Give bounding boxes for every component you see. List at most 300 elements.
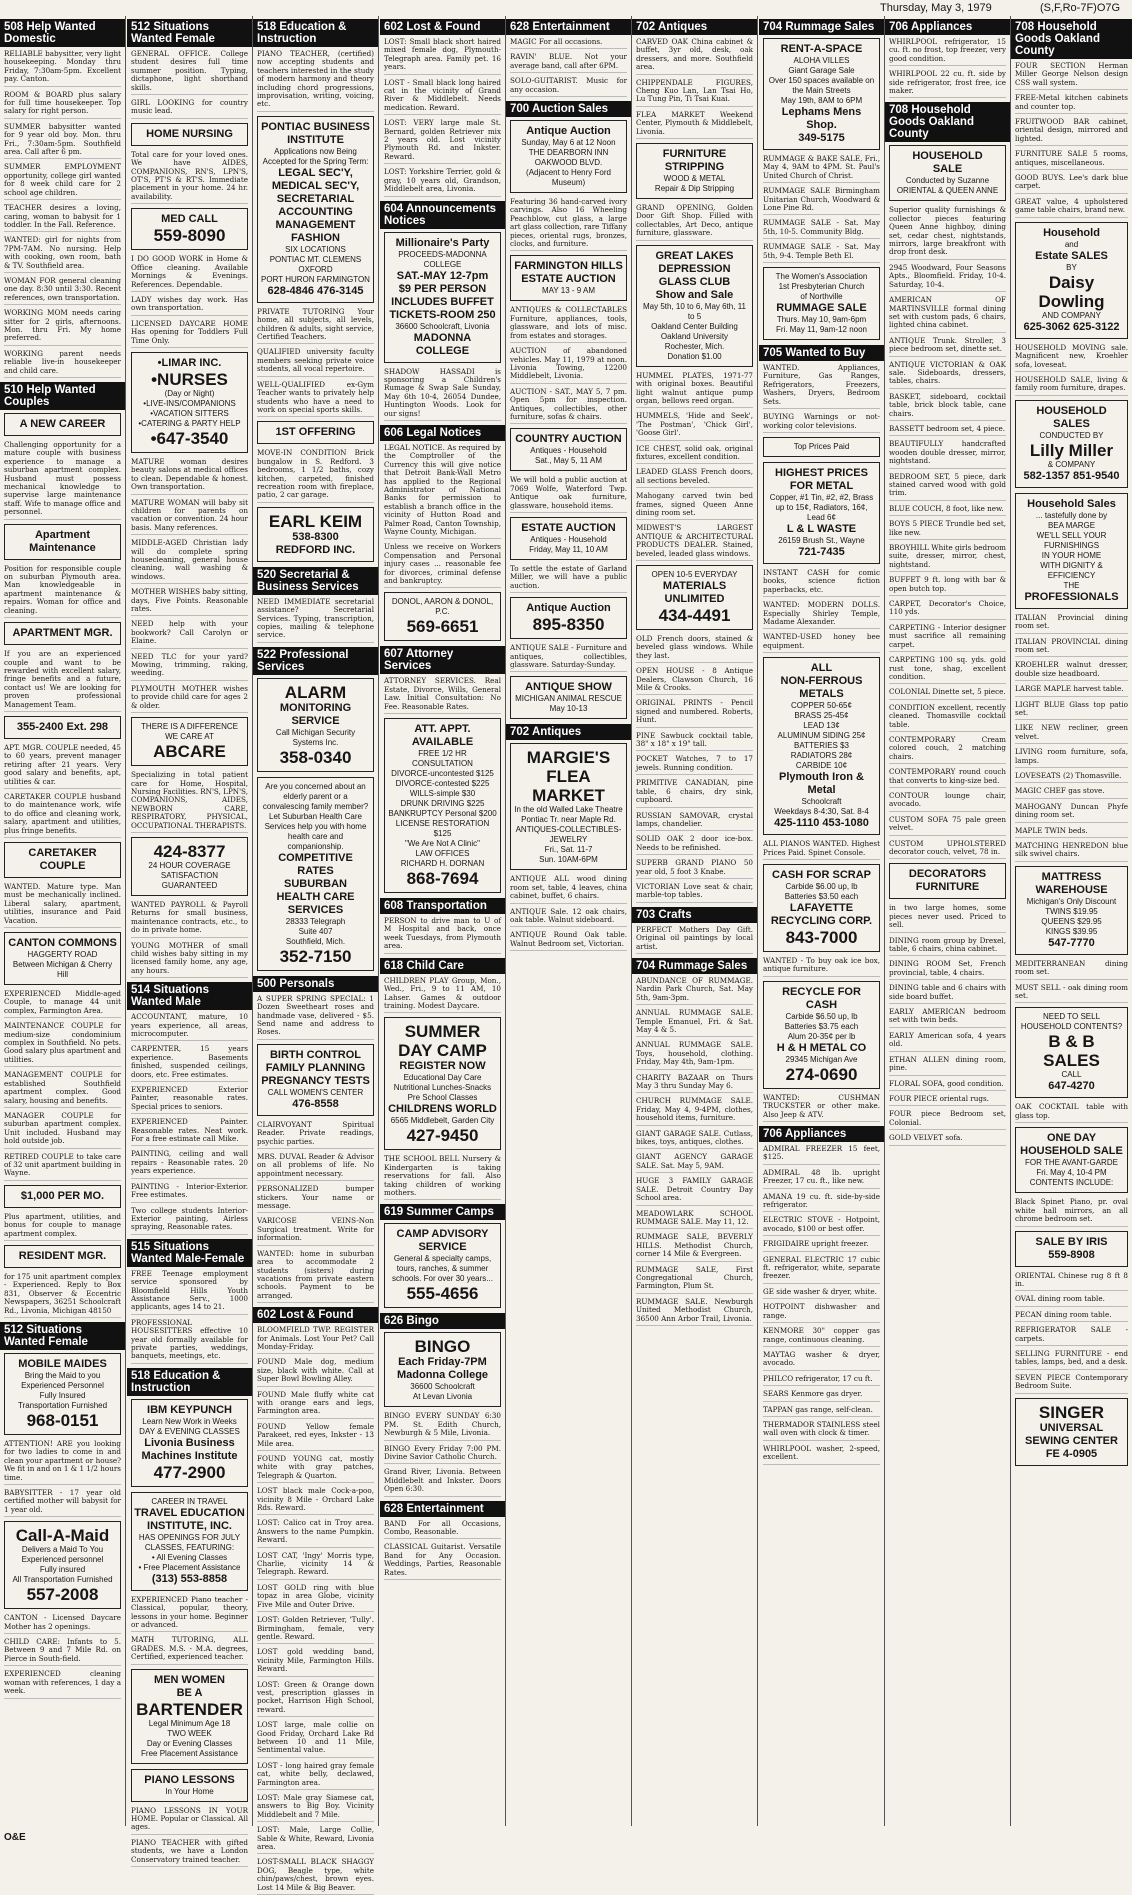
column-4 [380, 16, 506, 1826]
display-ad-line: 868-7694 [406, 869, 479, 889]
classified-ad: ADMIRAL 48 lb. upright Freezer, 17 cu. ft., like new. [763, 1169, 880, 1189]
display-ad-line: HOUSEHOLD [912, 150, 983, 163]
display-ad-line: ALARM [284, 682, 347, 702]
display-ad-line: 843-7000 [785, 927, 858, 947]
classified-ad: RETIRED COUPLE to take care of 32 unit apartment building in Wayne. [4, 1153, 121, 1181]
classified-ad: ANNUAL RUMMAGE SALE. Toys, household, clothing. Friday, May 4th, 9am-1pm. [636, 1041, 753, 1069]
display-ad [384, 718, 501, 893]
column-8 [885, 16, 1011, 1826]
display-ad-line: 26159 Brush St., Wayne [778, 535, 865, 545]
display-ad-line: TICKETS-ROOM 250 [389, 308, 496, 321]
classified-ad: QUALIFIED university faculty members seeking private voice students, all vocal repertoire. [257, 348, 374, 376]
display-ad-line: BARTENDER [136, 1699, 243, 1719]
display-ad-line: 36600 Schoolcraft [410, 1382, 475, 1392]
section-header: 520 Secretarial & Business Services [253, 567, 378, 595]
display-ad-line: HAS OPENINGS FOR JULY CLASSES, FEATURING: [138, 1532, 241, 1552]
display-ad [131, 208, 248, 250]
classified-ad: ANTIQUE Sale. 12 oak chairs, oak table. Walnut sideboard. [510, 908, 627, 928]
classified-ad: LOST: Male gray Siamese cat, answers to Big Boy. Vicinity Middlebelt and 7 Mile. [257, 1794, 374, 1822]
display-ad-line: •LIMAR INC. [157, 356, 222, 369]
classified-ad: MAHOGANY Duncan Phyfe dining room set. [1015, 803, 1128, 823]
display-ad-line: DONOL, AARON & DONOL, P.C. [391, 597, 494, 617]
display-ad [763, 267, 880, 340]
classified-ad: MANAGEMENT COUPLE for established Southfield apartment complex. Good salary, housing and benefits. [4, 1071, 121, 1108]
display-ad-line: FREE 1/2 HR CONSULTATION [412, 749, 473, 769]
classified-ad: ITALIAN Provincial dining room set. [1015, 614, 1128, 634]
display-ad-line: Applications now Being Accepted for the Spring Term: [262, 146, 369, 166]
display-ad-line: DIVORCE-contested $225 [395, 779, 490, 789]
display-ad-line: Experienced personnel [21, 1555, 104, 1565]
classified-ad: LOST: Golden Retriever, 'Tully'. Birmingham, female, very gentle. Reward. [257, 1616, 374, 1644]
classified-ad: WOMAN FOR general cleaning one day. 8:30 until 3:30. Recent references, own transportation. [4, 277, 121, 305]
display-ad [131, 123, 248, 146]
display-ad-line: SERVICES [287, 903, 344, 916]
display-ad-line: HOUSEHOLD SALE [1020, 1145, 1123, 1158]
section-header: 512 Situations Wanted Female [0, 1322, 125, 1350]
column-1 [0, 16, 126, 1826]
classified-ad: LOST black male Cock-a-poo, vicinity 8 Mile - Orchard Lake Rds. Reward. [257, 1487, 374, 1515]
section-header: 510 Help Wanted Couples [0, 382, 125, 410]
section-header: 514 Situations Wanted Male [127, 982, 252, 1010]
display-ad [4, 842, 121, 878]
section-header: 705 Wanted to Buy [759, 345, 884, 361]
display-ad-line: ACCOUNTING [278, 205, 353, 218]
display-ad-line: Day or Evening Classes [146, 1738, 233, 1748]
classified-ad: BEDROOM SET, 5 piece, dark stained carved wood with gold trim. [889, 473, 1006, 501]
display-ad-line: 6565 Middlebelt, Garden City [390, 1116, 495, 1126]
display-ad [131, 717, 248, 766]
display-ad [384, 592, 501, 641]
display-ad-line: HEALTH CARE [276, 890, 355, 903]
display-ad-line: MICHIGAN ANIMAL RESCUE [515, 694, 622, 704]
classified-ad: ELECTRIC STOVE - Hotpoint, avocado, $100 or best offer. [763, 1216, 880, 1236]
display-ad [131, 837, 248, 896]
display-ad-line: OXFORD [298, 264, 333, 274]
display-ad [4, 1521, 121, 1609]
classified-ad: PAINTING - Interior-Exterior. Free estimates. [131, 1183, 248, 1203]
display-ad-line: The Women's Association [775, 272, 868, 282]
display-ad-line: PORT HURON FARMINGTON [261, 274, 370, 284]
display-ad [763, 462, 880, 564]
display-ad-line: Transportation Furnished [17, 1401, 108, 1410]
column-5 [506, 16, 632, 1826]
display-ad [384, 1223, 501, 1308]
display-ad-line: May 19th, 8AM to 6PM [780, 96, 863, 105]
classified-ad: PECAN dining room table. [1015, 1311, 1128, 1322]
classified-ad: LIVING room furniture, sofa, lamps. [1015, 748, 1128, 768]
display-ad-line: LEAD 13¢ [803, 721, 840, 731]
display-ad-line: All Transportation Furnished [12, 1575, 113, 1585]
classified-ad: LOST: Small black short haired mixed female dog, Plymouth-Telegraph area. Family pet. 16 years. [384, 38, 501, 75]
display-ad-line: (Adjacent to Henry Ford Museum) [526, 168, 611, 188]
display-ad-line: RICHARD H. DORNAN [400, 859, 485, 869]
classified-ad: BINGO EVERY SUNDAY 6:30 PM. St. Edith Church, Newburgh & 5 Mile, Livonia. [384, 1412, 501, 1440]
display-ad [510, 743, 627, 870]
display-ad [1015, 222, 1128, 339]
display-ad-line: B & B SALES [1043, 1032, 1100, 1071]
classified-ad: WORKING parent needs reliable live-in housekeeper and child care. [4, 350, 121, 378]
classified-ad: NEED IMMEDIATE secretarial assistance? Secretarial Services. Typing, transcription, copies, mailing & telephone service. [257, 598, 374, 643]
section-header: 508 Help Wanted Domestic [0, 19, 125, 47]
classified-ad: PIANO LESSONS IN YOUR HOME. Popular or Classical. All ages. [131, 1807, 248, 1835]
classified-ad: LOVESEATS (2) Thomasville. [1015, 772, 1128, 783]
display-ad-line: Over 150 spaces available on the Main Streets [768, 76, 875, 95]
classified-ad: in two large homes, some pieces never used. Priced to sell. [889, 904, 1006, 932]
section-header: 700 Auction Sales [506, 101, 631, 117]
display-ad [257, 421, 374, 444]
display-ad-line: 1ST OFFERING [275, 426, 356, 439]
display-ad-line: PONTIAC MT. CLEMENS [269, 254, 362, 264]
display-ad-line: MADONNA COLLEGE [413, 331, 472, 357]
classified-ad: WHIRLPOOL washer, 2-speed, excellent. [763, 1445, 880, 1465]
classified-ad: GIANT AGENCY GARAGE SALE. Sat. May 5, 9AM. [636, 1153, 753, 1173]
display-ad-line: 476-8558 [292, 1097, 339, 1110]
display-ad [384, 232, 501, 363]
display-ad-line: In the old Walled Lake Theatre [514, 805, 623, 815]
classified-ad: SHADOW HASSADI is sponsoring a Children's Rumage & Swap Sale Sunday, May 6th 10-4, 26054 Dundee, Huntington Woods. Look for our signs! [384, 368, 501, 421]
display-ad [763, 981, 880, 1089]
classified-ad: PIANO TEACHER with gifted students, we have a London Conservatory trained teacher. [131, 1839, 248, 1867]
display-ad-line: APARTMENT MGR. [12, 627, 113, 640]
classified-ad: ITALIAN PROVINCIAL dining room set. [1015, 638, 1128, 658]
classified-ad: WANTED. Mature type. Man must be mechanically inclined. Liberal salary, apartment, utilities, insurance and Paid Vacation. [4, 883, 121, 928]
classified-ad: CONTEMPORARY Cream colored couch, 2 matching chairs. [889, 736, 1006, 764]
display-ad-line: $9 PER PERSON [398, 282, 487, 295]
display-ad-line: Batteries $3.50 each [784, 891, 859, 901]
classified-ad: ROOM & BOARD plus salary for full time housekeeper. Top salary for right person. [4, 91, 121, 119]
classified-ad: CARVED OAK China cabinet & buffet, 3yr old, desk, oak dressers, and more. Southfield area. [636, 38, 753, 75]
classified-ad: LOST: Male, Large Collie, Sable & White, Reward, Livonia area. [257, 1826, 374, 1854]
display-ad-line: 358-0340 [279, 747, 352, 767]
display-ad [1015, 1231, 1128, 1267]
classified-ad: SUMMER babysitter wanted for 9 year old boy. Mon. thru Fri., 7:30am-5pm. Southfield area. Call after 6 pm. [4, 123, 121, 160]
classified-ad: LARGE MAPLE harvest table. [1015, 685, 1128, 696]
classified-ad: REFRIGERATOR SALE - carpets. [1015, 1326, 1128, 1346]
display-ad-line: CAREER IN TRAVEL [151, 1496, 228, 1506]
display-ad-line: IBM KEYPUNCH [147, 1403, 232, 1416]
masthead [0, 0, 1132, 16]
classified-ad: MATCHING HENREDON blue silk swivel chairs. [1015, 842, 1128, 862]
classified-ad: LOST - long haired gray female cat, white belly, declawed, Farmington area. [257, 1762, 374, 1790]
display-ad-line: Madonna College [396, 1369, 489, 1382]
display-ad-line: DAY CAMP [398, 1041, 487, 1061]
display-ad [4, 932, 121, 985]
display-ad-line: SUBURBAN [284, 877, 347, 890]
display-ad-line: ... tastefully done by [1035, 510, 1108, 520]
display-ad-line: UNIVERSAL [1039, 1421, 1104, 1434]
classified-ad: LOST large, male collie on Good Friday, Orchard Lake Rd between 10 and 11 Mile, Sentimental value. [257, 1721, 374, 1758]
classified-ad: TEACHER desires a loving, caring, woman to babysit for 1 toddler. In the Fall. Reference. [4, 204, 121, 232]
display-ad-line: Call-A-Maid [15, 1526, 110, 1546]
display-ad-line: HOUSEHOLD CONTENTS? [1020, 1022, 1123, 1032]
display-ad-line: QUEENS $29.95 [1041, 916, 1102, 926]
column-3 [253, 16, 379, 1892]
display-ad-line: 569-6651 [406, 617, 479, 637]
display-ad-line: and [1064, 239, 1079, 249]
classified-ad: FOUND Male dog, medium size, black with white. Call at Super Bowl Bowling Alley. [257, 1358, 374, 1386]
section-header: 704 Rummage Sales [759, 19, 884, 35]
display-ad-line: Carbide $6.00 up, lb [785, 881, 858, 891]
display-ad-line: BEA MARGE [1047, 520, 1096, 530]
classified-ad: SUMMER EMPLOYMENT opportunity, college girl wanted for 8 week child care for 2 school age children. [4, 163, 121, 200]
display-ad-line: •NURSES [151, 369, 228, 389]
display-ad-line: & COMPANY [1047, 459, 1096, 469]
display-ad-line: TWO WEEK [167, 1728, 212, 1738]
display-ad-line: Carbide $6.50 up, lb [785, 1011, 858, 1021]
display-ad-line: 427-9450 [406, 1126, 479, 1146]
display-ad [4, 622, 121, 645]
classified-ad: GENERAL OFFICE. College student desires full time summer position. Typing, dictaphone, light shorthand skills. [131, 50, 248, 95]
classified-ad: DINING ROOM Set, French provincial, table, 4 chairs. [889, 960, 1006, 980]
display-ad-line: HOUSEHOLD [1036, 404, 1107, 417]
classified-ad: PAINTING, ceiling and wall repairs - Reasonable rates. 20 years experience. [131, 1150, 248, 1178]
classified-ad: We will hold a public auction at 7069 Wolfe, Waterford Twp. Antique oak furniture, glassware, household items. [510, 476, 627, 513]
display-ad-line: Learn New Work in Weeks [142, 1416, 237, 1426]
section-header: 626 Bingo [380, 1313, 505, 1329]
display-ad [4, 1245, 121, 1268]
classified-ad: HUGE 3 FAMILY GARAGE SALE. Detroit Country Day School area. [636, 1177, 753, 1205]
display-ad [510, 428, 627, 471]
display-ad-line: A NEW CAREER [19, 418, 106, 430]
display-ad-line: LICENSE RESTORATION $125 [395, 819, 490, 839]
classified-ad: FREE Teenage employment service sponsored by Bloomfield Hills Youth Assistance Serv., 1000 applicants, ages 14 to 21. [131, 1270, 248, 1315]
display-ad [1015, 400, 1128, 488]
display-ad-line: EARL KEIM [268, 511, 363, 531]
display-ad-line: CARBIDE 10¢ [795, 761, 848, 771]
classified-ad: ANTIQUES & COLLECTABLES Furniture, appliances, tools, glassware, and lots of misc. from estates and storages. [510, 306, 627, 343]
display-ad-line: ONE DAY [1046, 1132, 1097, 1145]
classified-ad: CONTEMPORARY round couch that converts to king-size bed. [889, 768, 1006, 788]
classified-ad: MANAGER COUPLE for suburban apartment complex. Unit included. Husband may hold outside job. [4, 1112, 121, 1149]
display-ad-line: NEED TO SELL [1042, 1012, 1101, 1022]
classified-ad: PERFECT Mothers Day Gift. Original oil paintings by local artist. [636, 926, 753, 954]
classified-ad: CARPETING - Interior designer must sacrifice all remaining carpet. [889, 624, 1006, 652]
classified-ad: THERMADOR STAINLESS steel wall oven with clock & timer. [763, 1421, 880, 1441]
display-ad-line: Giant Garage Sale [788, 66, 855, 75]
display-ad-line: COPPER 50-65¢ [791, 701, 852, 711]
display-ad-line: Are you concerned about an elderly parent or a convalescing family member? Let Suburban Health Care Services help you with home health care and companionship. [262, 781, 369, 851]
display-ad-line: Fully insured [39, 1565, 86, 1575]
section-header: 608 Transportation [380, 898, 505, 914]
display-ad-line: 28333 Telegraph [285, 916, 346, 926]
classified-ad: MEADOWLARK SCHOOL RUMMAGE SALE. May 11, 12. [636, 1210, 753, 1230]
display-ad-line: "We Are Not A Clinic" [405, 839, 480, 849]
classified-ad: EXPERIENCED cleaning woman with references, 1 day a week. [4, 1670, 121, 1698]
classified-ad: EXPERIENCED Middle-aged Couple, to manage 44 unit complex, Farmington Area. [4, 990, 121, 1018]
section-header: 708 Household Goods Oakland County [885, 102, 1010, 142]
display-ad-line: Thurs. May 10, 9am-6pm [776, 315, 867, 325]
classified-ad: Specializing in total patient care for Home, Hospital, Nursing Facilities. RN'S, LPN'S, COMPANIONS, AIDES, NEWBORN CARE, RESPIRATORY, PHYSICAL, OCCUPATIONAL THERAPISTS. [131, 771, 248, 833]
classified-ad: MATURE woman desires beauty salons at medical offices to clean. Dependable & honest. Own transportation. [131, 458, 248, 495]
section-header: 602 Lost & Found [253, 1307, 378, 1323]
classified-ad: MAINTENANCE COUPLE for medium-size condominium complex in Southfield. No pets. Good salary plus apartment and utilities. [4, 1022, 121, 1067]
display-ad [889, 863, 1006, 899]
display-ad-line: SECRETARIAL [276, 192, 355, 205]
classified-ad: SUPERB GRAND PIANO 50 year old, 5 foot 3 Knabe. [636, 859, 753, 879]
classified-ad: MIDDLE-AGED Christian lady will do complete spring housecleaning, general house cleaning, wall washing & windows. [131, 539, 248, 584]
classified-ad: FRUITWOOD BAR cabinet, oriental design, mirrored and lighted. [1015, 118, 1128, 146]
classified-ad: CARPENTER, 15 years experience. Basements finished, suspended ceilings, doors, etc. Free estimates. [131, 1045, 248, 1082]
display-ad-line: 349-5175 [798, 132, 845, 144]
display-ad-line: Household [1043, 226, 1100, 239]
display-ad-line: FOR METAL [789, 479, 854, 492]
display-ad-line: WITH DIGNITY & EFFICIENCY [1040, 560, 1103, 580]
classified-ad: VARICOSE VEINS-Non Surgical treatment. Write for information. [257, 1217, 374, 1245]
display-ad [131, 1769, 248, 1802]
classified-ad: FOUND Yellow female Parakeet, red eyes, Inkster - 13 Mile area. [257, 1423, 374, 1451]
display-ad [889, 145, 1006, 201]
display-ad-line: Antiques - Household [530, 534, 607, 544]
page-date: Thursday, May 3, 1979 [880, 2, 992, 14]
display-ad-line: L & L WASTE [786, 522, 857, 535]
classified-ad: DINING table and 6 chairs with side board buffet. [889, 984, 1006, 1004]
display-ad-line: REGISTER NOW [399, 1060, 486, 1073]
display-ad-line: BIRTH CONTROL [269, 1048, 362, 1061]
display-ad [4, 1185, 121, 1208]
display-ad-line: Call Michigan Security Systems Inc. [275, 727, 356, 747]
classified-ad: WANTED: home in suburban area to accommodate 2 students (sisters) during vacations from private eastern schools. Payment to be arranged. [257, 1250, 374, 1303]
classified-ad: WORKING MOM needs caring sitter for 2 girls, afternoons. Mon. thru Fri. My home preferred. [4, 309, 121, 346]
display-ad-line: PROFESSIONALS [1024, 590, 1119, 603]
classified-ad: ANTIQUE Trunk. Stroller, 3 piece bedroom set, dinette set. [889, 337, 1006, 357]
display-ad-line: 352-7150 [279, 946, 352, 966]
display-ad [636, 565, 753, 630]
classified-ad: CARPET, Decorator's Choice, 110 yds. [889, 600, 1006, 620]
display-ad-line: 968-0151 [26, 1411, 99, 1430]
display-ad-line: FLEA MARKET [532, 767, 605, 806]
classified-ad: WANTED PAYROLL & Payroll Returns for small business, maintenance contracts, etc., to do in private home. [131, 901, 248, 938]
display-ad-line: 434-4491 [658, 606, 731, 625]
display-ad-line: SALES [1053, 417, 1090, 430]
display-ad-line: Rochester, Mich. [664, 341, 725, 351]
display-ad-line: 424-8377 [153, 841, 226, 861]
classified-ad: AMANA 19 cu. ft. side-by-side refrigerator. [763, 1193, 880, 1213]
classified-ad: VICTORIAN Love seat & chair, marble-top tables. [636, 883, 753, 903]
classified-ad: LEGAL NOTICE. As required by the Comptroller of the Currency this will give notice that Detroit Bank-Wall Metro has applied to the Regional Administrator of National Banks for permission to establish a branch office in the vicinity of Hutton Road and Palmer Road, Canton Township, Wayne County, Michigan. [384, 444, 501, 539]
classified-ad: CLASSICAL Guitarist. Versatile Band for Any Occasion. Weddings, Parties, Reasonable Rates. [384, 1543, 501, 1580]
classified-ad: OAK COCKTAIL table with glass top. [1015, 1103, 1128, 1123]
classified-ad: FREE-Metal kitchen cabinets and counter top. [1015, 94, 1128, 114]
classified-ad: WANTED: CUSHMAN TRUCKSTER or other make. Also Jeep & ATV. [763, 1094, 880, 1122]
display-ad-line: PREGNANCY TESTS [261, 1074, 370, 1087]
display-ad-line: BINGO [414, 1337, 471, 1357]
classified-ad: FOUR PIECE oriental rugs. [889, 1095, 1006, 1106]
classified-ad: MOTHER WISHES baby sitting, days, Five Points. Reasonable rates. [131, 588, 248, 616]
display-ad-line: FOR THE AVANT-GARDE [1025, 1158, 1118, 1168]
display-ad-line: Fully Insured [39, 1391, 86, 1400]
classified-ad: CHIPPENDALE FIGURES, Cheng Kuo Lan, Lan Tsai Ho, Lu Tung Pin, Ti Tsai Kuai. [636, 79, 753, 107]
display-ad-line: FARMINGTON HILLS [514, 260, 623, 273]
display-ad-line: SERVICE [291, 714, 340, 727]
display-ad-line: ANTIQUES-COLLECTIBLES- [515, 825, 622, 835]
classified-ad: AUCTION - SAT., MAY 5, 7 pm. Open 5pm for inspection. Antiques, collectibles, other furniture, sofas & chairs. [510, 388, 627, 425]
classified-ad: EARLY American sofa, 4 years old. [889, 1032, 1006, 1052]
classified-ad: THE SCHOOL BELL Nursery & Kindergarten is taking reservations for fall. Also taking children of working mothers. [384, 1155, 501, 1200]
classified-ad: CONDITION excellent, recently cleaned. Thomasville cocktail table. [889, 704, 1006, 732]
display-ad-line: CASH FOR SCRAP [771, 868, 871, 881]
display-ad-line: Show and Sale [655, 288, 734, 301]
classified-ad: WHIRLPOOL refrigerator, 15 cu. ft. no frost, top freezer, very good condition. [889, 38, 1006, 66]
classified-ad: GOLD VELVET sofa. [889, 1134, 1006, 1145]
display-ad-line: INCLUDES BUFFET [391, 295, 494, 308]
display-ad-line: 557-2008 [26, 1585, 99, 1605]
display-ad-line: Fri. May 4, 10-4 PM [1036, 1168, 1107, 1178]
display-ad-line: Oakland University [660, 331, 729, 341]
display-ad-line: Sat., May 5, 11 AM [535, 456, 602, 466]
classified-ad: ANTIQUE ALL wood dining room set, table, 4 leaves, china cabinet, buffet, 6 chairs. [510, 875, 627, 903]
classified-ad: DINING room group by Drexel, table, 6 chairs, china cabinet. [889, 937, 1006, 957]
display-ad-line: Pre School Classes [407, 1093, 478, 1103]
column-2 [127, 16, 253, 1864]
classified-ad: If you are an experienced couple and want to be rewarded with excellent salary, fringe benefits and a future, contact us! We are looking for proven professional Management Team. [4, 650, 121, 712]
display-ad [257, 678, 374, 772]
classified-ad: Black Spinet Piano, pr. oval white hall mirrors, an all chrome bedroom set. [1015, 1198, 1128, 1226]
display-ad-line: DEPRESSION [658, 262, 731, 275]
display-ad-line: COUNTRY AUCTION [515, 433, 622, 446]
display-ad-line: BANKRUPTCY Personal $200 [388, 809, 497, 819]
classified-ad: HOUSEHOLD SALE, living & family room furniture, drapes. [1015, 376, 1128, 396]
display-ad-line: MANAGEMENT [275, 218, 356, 231]
display-ad [4, 413, 121, 436]
display-ad-line: 425-1110 453-1080 [774, 817, 869, 830]
display-ad [131, 1669, 248, 1764]
display-ad [1015, 866, 1128, 955]
display-ad [763, 864, 880, 952]
classified-ad: MATH TUTORING, ALL GRADES. M.S. - M.A. degrees, Certified, experienced teacher. [131, 1636, 248, 1664]
classified-ad: BOYS 5 PIECE Trundle bed set, like new. [889, 520, 1006, 540]
display-ad-line: •VACATION SITTERS [150, 408, 229, 418]
classified-ad: FLORAL SOFA, good condition. [889, 1080, 1006, 1091]
section-header: 518 Education & Instruction [127, 1368, 252, 1396]
classified-ad: LOST - Small black long haired cat in the vicinity of Grand River & Middlebelt. Needs medication. Reward. [384, 79, 501, 116]
classified-ad: SOLID OAK 2 door ice-box. Needs to be refinished. [636, 835, 753, 855]
display-ad-line: CONTENTS INCLUDE: [1029, 1178, 1114, 1188]
section-header: 518 Education & Instruction [253, 19, 378, 47]
classified-ad: BABYSITTER - 17 year old certified mother will babysit for 1 year old. [4, 1489, 121, 1517]
classified-ad: WHIRLPOOL 22 cu. ft. side by side refrigerator, frost free, ice maker. [889, 70, 1006, 98]
classified-ad: ABUNDANCE OF RUMMAGE. Nardin Park Church, Sat. May 5th, 9am-3pm. [636, 977, 753, 1005]
section-header: 628 Entertainment [380, 1501, 505, 1517]
classified-ad: Position for responsible couple on suburban Plymouth area. Man knowledgeable in apartment maintenance & repairs. Woman for office and cleaning. [4, 565, 121, 618]
display-ad-line: METALS [799, 688, 844, 701]
display-ad-line: 547-7770 [1048, 936, 1095, 949]
display-ad-line: H & H METAL CO [776, 1041, 867, 1054]
display-ad-line: Sunday, May 6 at 12 Noon [521, 138, 616, 148]
classified-ad: BASSETT bedroom set, 4 piece. [889, 425, 1006, 436]
display-ad-line: CHILDRENS WORLD [388, 1103, 497, 1116]
display-ad-line: CALL [1061, 1070, 1082, 1080]
display-ad [257, 507, 374, 562]
display-ad-line: SINGER [1038, 1402, 1105, 1422]
classified-ad: ATTENTION! ARE you looking for two ladies to come in and clean your apartment or house? We fit in and on 1 & 1 1/2 hours time. [4, 1440, 121, 1485]
classified-ad: MAYTAG washer & dryer, avocado. [763, 1351, 880, 1371]
column-6 [632, 16, 758, 1826]
display-ad-line: Sun. 10AM-6PM [539, 855, 598, 865]
display-ad-line: RECYCLING CORP. [770, 914, 873, 927]
classified-ad: FOUR SECTION Herman Miller George Nelson design CSS wall system. [1015, 62, 1128, 90]
display-ad-line: Lephams Mens Shop. [781, 106, 862, 131]
classified-ad: MAGIC CHEF gas stove. [1015, 787, 1128, 798]
display-ad [4, 524, 121, 560]
display-ad-line: Batteries $3.75 each [784, 1021, 859, 1031]
classified-ad: LOST gold wedding band, vicinity Mile, Farmington Hills. Reward. [257, 1648, 374, 1676]
classified-ad: CHARITY BAZAAR on Thurs May 3 thru Sunday May 6. [636, 1074, 753, 1094]
classified-ad: CARETAKER COUPLE husband to do maintenance work, wife to do office and cleaning work, salary, apartment and utilities, plus fringe benefits. [4, 793, 121, 838]
display-ad-line: • Free Placement Assistance [138, 1562, 241, 1572]
display-ad [1015, 1007, 1128, 1098]
classified-ad: MAGIC For all occasions. [510, 38, 627, 49]
classified-ad: AMERICAN OF MARTINSVILLE formal dining set with custom pads, 6 chairs, lighted china cabinet. [889, 296, 1006, 333]
